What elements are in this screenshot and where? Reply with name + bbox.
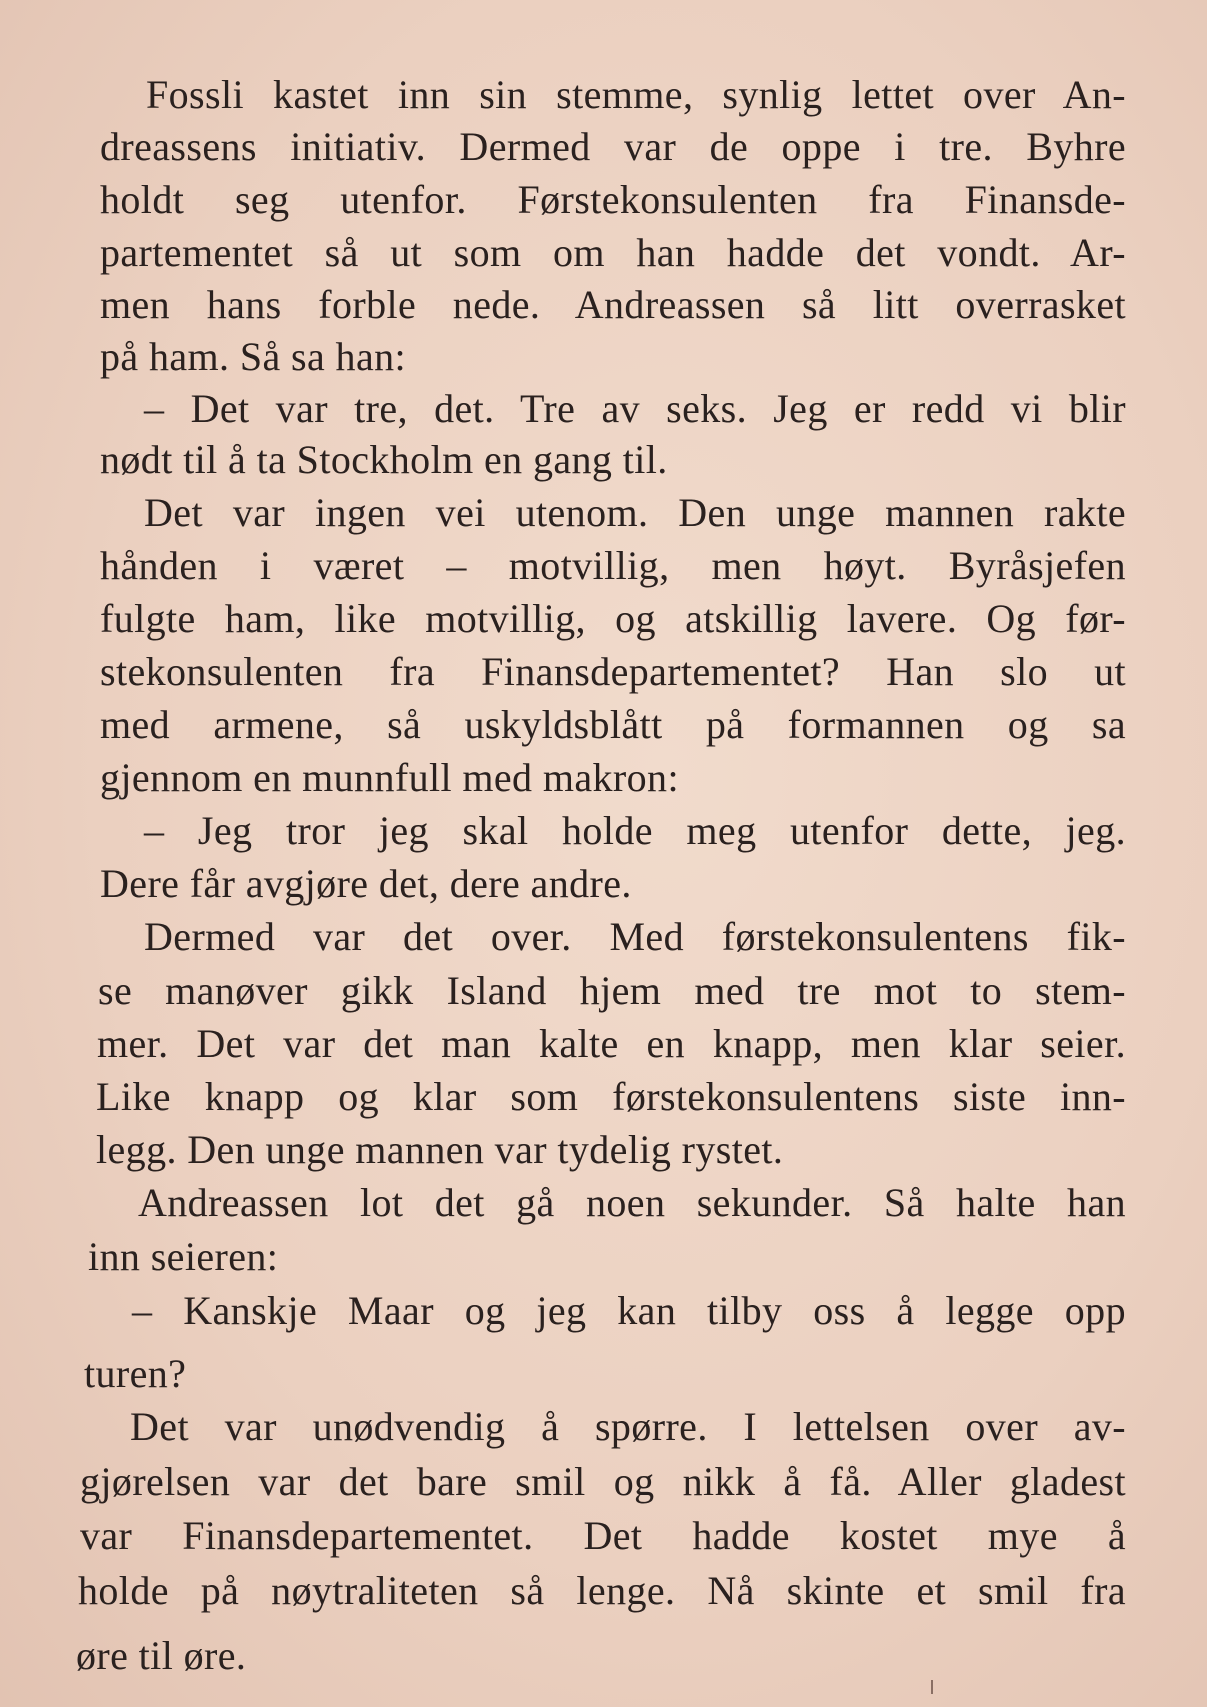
text-line: Like knapp og klar som førstekonsulentens siste inn-	[96, 1074, 1126, 1119]
text-line: dreassens initiativ. Dermed var de oppe i tre. Byhre	[100, 124, 1126, 169]
text-line: legg. Den unge mannen var tydelig rystet.	[96, 1127, 784, 1172]
text-line: på ham. Så sa han:	[100, 334, 407, 379]
text-line: Det var ingen vei utenom. Den unge mannen rakte	[144, 490, 1126, 535]
ink-speck	[931, 1680, 933, 1694]
text-line: holdt seg utenfor. Førstekonsulenten fra Finansde-	[100, 177, 1126, 222]
text-line: – Det var tre, det. Tre av seks. Jeg er redd vi blir	[144, 386, 1126, 431]
text-line: øre til øre.	[76, 1633, 247, 1678]
text-line: turen?	[84, 1351, 187, 1396]
text-line: hånden i været – motvillig, men høyt. Byråsjefen	[100, 543, 1126, 588]
text-line: gjennom en munnfull med makron:	[100, 755, 679, 800]
text-line: Det var unødvendig å spørre. I lettelsen over av-	[130, 1404, 1126, 1449]
text-line: stekonsulenten fra Finansdepartementet? Han slo ut	[100, 649, 1126, 694]
text-line: holde på nøytraliteten så lenge. Nå skinte et smil fra	[78, 1568, 1126, 1613]
text-line: men hans forble nede. Andreassen så litt overrasket	[100, 282, 1126, 327]
text-line: Dere får avgjøre det, dere andre.	[100, 861, 632, 906]
text-line: var Finansdepartementet. Det hadde kostet mye å	[80, 1513, 1126, 1558]
text-line: se manøver gikk Island hjem med tre mot to stem-	[98, 968, 1126, 1013]
text-line: med armene, så uskyldsblått på formannen og sa	[100, 702, 1126, 747]
text-line: – Jeg tror jeg skal holde meg utenfor dette, jeg.	[144, 808, 1126, 853]
text-line: Andreassen lot det gå noen sekunder. Så halte han	[138, 1180, 1126, 1225]
text-line: Dermed var det over. Med førstekonsulentens fik-	[144, 914, 1126, 959]
text-line: partementet så ut som om han hadde det vondt. Ar-	[100, 230, 1126, 275]
text-line: Fossli kastet inn sin stemme, synlig lettet over An-	[146, 72, 1126, 117]
text-line: fulgte ham, like motvillig, og atskillig lavere. Og før-	[100, 596, 1126, 641]
text-line: inn seieren:	[88, 1234, 279, 1279]
text-line: gjørelsen var det bare smil og nikk å få. Aller gladest	[80, 1459, 1126, 1504]
text-line: mer. Det var det man kalte en knapp, men klar seier.	[97, 1021, 1126, 1066]
text-line: nødt til å ta Stockholm en gang til.	[100, 437, 668, 482]
text-line: – Kanskje Maar og jeg kan tilby oss å legge opp	[132, 1288, 1126, 1333]
